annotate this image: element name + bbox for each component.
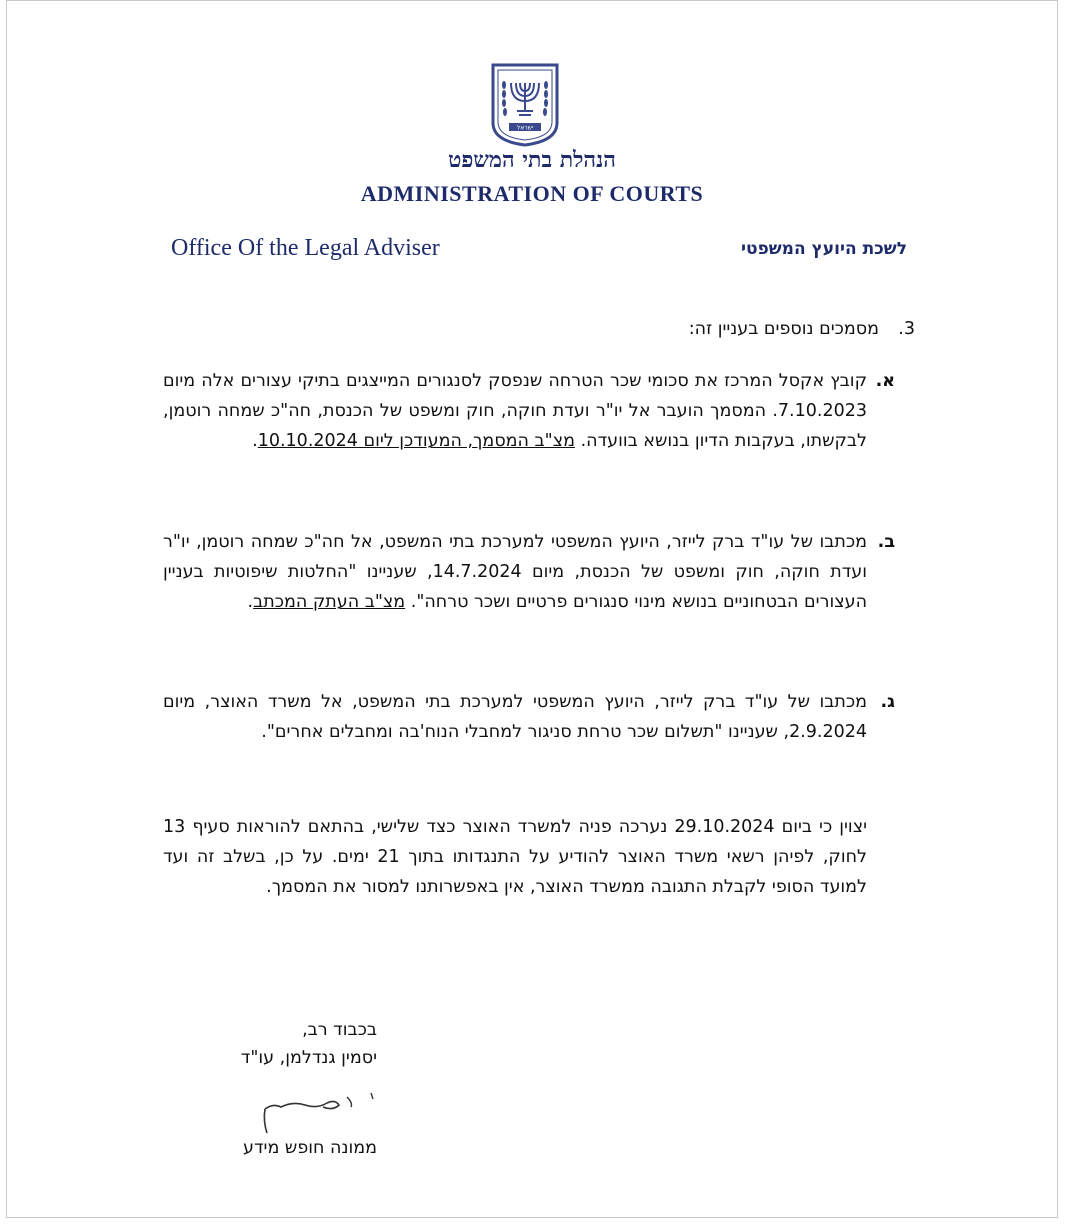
- attachment-note: מצ"ב המסמך, המעודכן ליום 10.10.2024: [257, 431, 575, 451]
- closing-block: [241, 1016, 377, 1072]
- letter-page: [6, 0, 1058, 1218]
- item-marker: ב.: [877, 532, 895, 552]
- closing-regards: בכבוד רב,: [302, 1020, 377, 1040]
- section-heading: [163, 314, 915, 344]
- state-emblem-icon: [489, 61, 561, 147]
- signer-role: ממונה חופש מידע: [243, 1138, 377, 1158]
- item-marker: ג.: [880, 692, 895, 712]
- attachment-note: מצ"ב העתק המכתב: [253, 592, 406, 612]
- section-number: 3.: [898, 319, 915, 339]
- section-title: מסמכים נוספים בעניין זה:: [688, 319, 879, 339]
- organization-name-english: ADMINISTRATION OF COURTS: [360, 181, 704, 206]
- list-item: [163, 527, 915, 617]
- emblem-text: ישראל: [516, 124, 534, 132]
- office-name-english: Office Of the Legal Adviser: [171, 235, 440, 261]
- item-text: מכתבו של עו"ד ברק לייזר, היועץ המשפטי למערכת בתי המשפט, אל משרד האוצר, מיום 2.9.2024, שעניינו "תשלום שכר טרחת סניגור למחבלי הנוח'בה ומחבלים אחרים".: [163, 692, 867, 742]
- list-item: [163, 687, 915, 747]
- item-text: מכתבו של עו"ד ברק לייזר, היועץ המשפטי למערכת בתי המשפט, אל חה"כ שמחה רוטמן, יו"ר ועדת חוקה, חוק ומשפט של הכנסת, מיום 14.7.2024, שעניינו "החלטות שיפוטיות בעניין העצורים הבטחוניים בנושא מינוי סנגורים פרטיים ושכר טרחה". מצ"ב העתק המכתב.: [163, 532, 868, 612]
- note-paragraph: יצוין כי ביום 29.10.2024 נערכה פניה למשרד האוצר כצד שלישי, בהתאם להוראות סעיף 13 לחוק, לפיהן רשאי משרד האוצר להודיע על התנגדותו בתוך 21 ימים. על כן, בשלב זה ועד למועד הסופי לקבלת התגובה ממשרד האוצר, אין באפשרותנו למסור את המסמך.: [163, 817, 867, 897]
- organization-name-hebrew: הנהלת בתי המשפט: [448, 147, 616, 173]
- handwritten-signature: [243, 1081, 393, 1141]
- item-text: קובץ אקסל המרכז את סכומי שכר הטרחה שנפסק לסנגורים המייצגים בתיקי עצורים אלה מיום 7.10.2023. המסמך הועבר אל יו"ר ועדת חוקה, חוק ומשפט של הכנסת, חה"כ שמחה רוטמן, לבקשתו, בעקבות הדיון בנושא בוועדה. מצ"ב המסמך, המעודכן ליום 10.10.2024.: [163, 371, 867, 451]
- office-name-hebrew: לשכת היועץ המשפטי: [741, 239, 907, 259]
- item-marker: א.: [875, 371, 895, 391]
- list-item: [163, 366, 915, 456]
- signer-name: יסמין גנדלמן, עו"ד: [240, 1048, 377, 1068]
